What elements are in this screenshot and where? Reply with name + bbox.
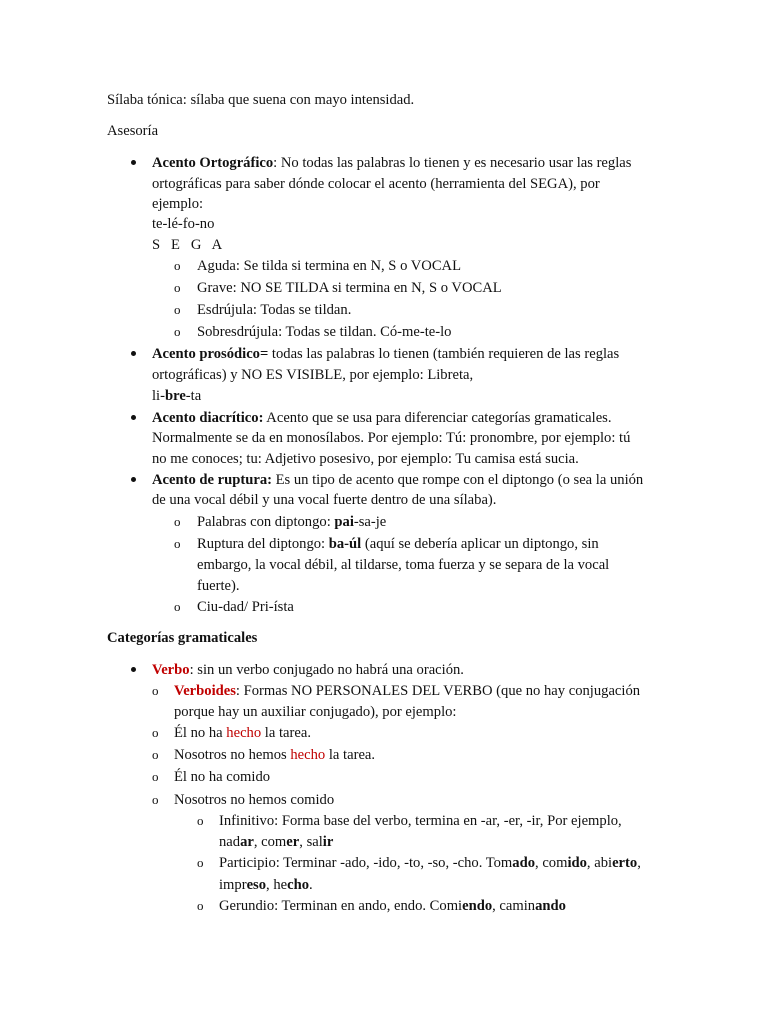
example-3: Él no ha comido xyxy=(174,769,271,785)
intro-line: Sílaba tónica: sílaba que suena con mayo intensidad. xyxy=(107,92,415,108)
text-run: , he xyxy=(266,877,288,893)
participio-line2 xyxy=(219,875,313,896)
verboides-line1: Verboides: Formas NO PERSONALES DEL VERBO (que no hay conjugación xyxy=(174,683,641,699)
sub-marker: o xyxy=(152,747,159,762)
text-run: , xyxy=(637,855,641,871)
text-run: nad xyxy=(219,834,241,850)
text-run: , com xyxy=(535,855,568,871)
sub-marker: o xyxy=(174,536,181,551)
acento-ruptura-term: Acento de ruptura: xyxy=(152,472,272,488)
categorias-heading: Categorías gramaticales xyxy=(107,630,258,646)
example-2: Nosotros no hemos hecho la tarea. xyxy=(174,747,376,763)
subitem-grave: Grave: NO SE TILDA si termina en N, S o VOCAL xyxy=(197,280,502,296)
acento-diacritico-line1: Acento diacrítico: Acento que se usa para diferenciar categorías gramaticales. xyxy=(152,410,612,426)
text-run: erto xyxy=(612,855,638,871)
subitem-sobresdrujula: Sobresdrújula: Todas se tildan. Có-me-te-lo xyxy=(197,324,452,340)
acento-ortografico-line3: ejemplo: xyxy=(152,196,204,212)
text-run: Participio: Terminar -ado, -ido, -to, -so, -cho. Tom xyxy=(219,855,513,871)
text-run: ar xyxy=(240,834,254,850)
text-run: cho xyxy=(287,877,310,893)
example-4: Nosotros no hemos comido xyxy=(174,792,335,808)
text-run: ido xyxy=(567,855,587,871)
sega-line: S E G A xyxy=(152,237,223,253)
acento-ortografico-term: Acento Ortográfico xyxy=(152,155,274,171)
text-run: , abi xyxy=(586,855,613,871)
subitem-diptongo: Palabras con diptongo: pai-sa-je xyxy=(197,514,387,530)
gerundio-line xyxy=(219,896,566,917)
acento-diacritico-line2: Normalmente se da en monosílabos. Por ejemplo: Tú: pronombre, por ejemplo: tú xyxy=(152,430,631,446)
subitem-ruptura-line3: fuerte). xyxy=(197,578,240,594)
acento-ruptura-line1: Acento de ruptura: Es un tipo de acento que rompe con el diptongo (o sea la unión xyxy=(152,472,644,488)
acento-prosodico-example: li-bre-ta xyxy=(152,388,202,404)
verboides-term: Verboides xyxy=(174,683,236,699)
verboides-line2: porque hay un auxiliar conjugado), por ejemplo: xyxy=(174,704,457,720)
bullet-acento-ortografico xyxy=(131,160,136,165)
sub-marker: o xyxy=(152,769,159,784)
text-run: er xyxy=(286,834,300,850)
participio-line1 xyxy=(219,853,641,874)
sub-marker: o xyxy=(174,514,181,529)
acento-prosodico-line1: Acento prosódico= todas las palabras lo tienen (también requieren de las reglas xyxy=(152,346,620,362)
acento-prosodico-line2: ortográficas) y NO ES VISIBLE, por ejemplo: Libreta, xyxy=(152,367,474,383)
bullet-acento-prosodico xyxy=(131,351,136,356)
asesoria-heading: Asesoría xyxy=(107,123,159,139)
text-run: impr xyxy=(219,877,247,893)
subitem-ciudad: Ciu-dad/ Pri-ísta xyxy=(197,599,294,615)
subitem-esdrujula: Esdrújula: Todas se tildan. xyxy=(197,302,352,318)
acento-diacritico-term: Acento diacrítico: xyxy=(152,410,264,426)
sub-marker: o xyxy=(197,855,204,870)
infinitivo-line2 xyxy=(219,832,333,853)
sub-marker: o xyxy=(174,302,181,317)
verbo-line: Verbo: sin un verbo conjugado no habrá una oración. xyxy=(152,662,464,678)
text-run: Gerundio: Terminan en ando, endo. Comi xyxy=(219,898,463,914)
bullet-acento-diacritico xyxy=(131,415,136,420)
sub-marker: o xyxy=(174,324,181,339)
infinitivo-line1: Infinitivo: Forma base del verbo, termina en -ar, -er, -ir, Por ejemplo, xyxy=(219,813,622,829)
sub-marker: o xyxy=(174,280,181,295)
text-run: , sal xyxy=(299,834,323,850)
text-run: , camin xyxy=(492,898,536,914)
text-run: ir xyxy=(322,834,334,850)
sub-marker: o xyxy=(197,898,204,913)
text-run: ado xyxy=(512,855,536,871)
bullet-acento-ruptura xyxy=(131,477,136,482)
sub-marker: o xyxy=(152,792,159,807)
acento-ortografico-line1: Acento Ortográfico: No todas las palabras lo tienen y es necesario usar las reglas xyxy=(152,155,632,171)
bullet-verbo xyxy=(131,667,136,672)
example-1: Él no ha hecho la tarea. xyxy=(174,725,311,741)
acento-prosodico-term: Acento prosódico= xyxy=(152,346,269,362)
subitem-aguda: Aguda: Se tilda si termina en N, S o VOCAL xyxy=(197,258,462,274)
sub-marker: o xyxy=(174,599,181,614)
acento-diacritico-line3: no me conoces; tu: Adjetivo posesivo, por ejemplo: Tu camisa está sucia. xyxy=(152,451,579,467)
text-run: , com xyxy=(253,834,287,850)
acento-ruptura-line2: de una vocal débil y una vocal fuerte dentro de una sílaba). xyxy=(152,492,497,508)
sub-marker: o xyxy=(152,725,159,740)
acento-ortografico-example: te-lé-fo-no xyxy=(152,216,215,232)
acento-ortografico-line2: ortográficas para saber dónde colocar el acento (herramienta del SEGA), por xyxy=(152,176,600,192)
verbo-term: Verbo xyxy=(152,662,190,678)
subitem-ruptura-line1: Ruptura del diptongo: ba-úl (aquí se debería aplicar un diptongo, sin xyxy=(197,536,599,552)
text-run: endo xyxy=(462,898,493,914)
sub-marker: o xyxy=(197,813,204,828)
sub-marker: o xyxy=(174,258,181,273)
text-run: . xyxy=(309,877,313,893)
text-run: eso xyxy=(246,877,267,893)
sub-marker: o xyxy=(152,683,159,698)
subitem-ruptura-line2: embargo, la vocal débil, al tildarse, toma fuerza y se separa de la vocal xyxy=(197,557,610,573)
text-run: ando xyxy=(535,898,566,914)
